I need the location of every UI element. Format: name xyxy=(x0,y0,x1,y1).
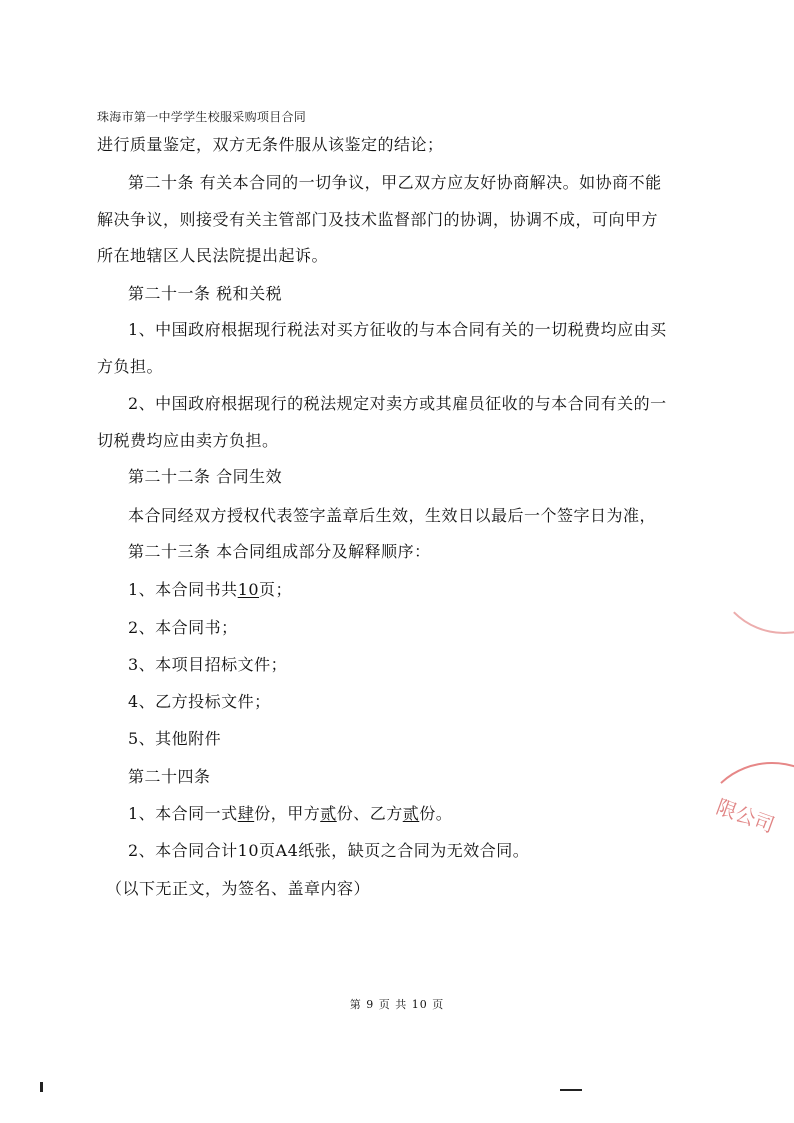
closing-note: （以下无正文，为签名、盖章内容） xyxy=(106,879,371,898)
contract-pages-value: 10 xyxy=(237,580,260,599)
page-number: 第 9 页 共 10 页 xyxy=(349,998,445,1011)
text-line: 方负担。 xyxy=(97,357,164,376)
list-item: 3、本项目招标文件； xyxy=(128,655,288,674)
copies-party-a: 贰 xyxy=(320,804,337,823)
text-line: 解决争议，则接受有关主管部门及技术监督部门的协调，协调不成，可向甲方 xyxy=(97,210,659,229)
text-line: 第二十条 有关本合同的一切争议，甲乙双方应友好协商解决。如协商不能 xyxy=(128,173,662,192)
document-header: 珠海市第一中学学生校服采购项目合同 xyxy=(97,110,307,124)
text-line: 进行质量鉴定，双方无条件服从该鉴定的结论； xyxy=(97,135,444,154)
text-line: 所在地辖区人民法院提出起诉。 xyxy=(97,246,329,265)
scan-mark xyxy=(40,1082,43,1092)
list-item: 2、本合同书； xyxy=(128,618,238,637)
text-line: 2、本合同合计10页A4纸张，缺页之合同为无效合同。 xyxy=(128,841,530,860)
copies-total-unit: 份，甲方 xyxy=(254,804,321,823)
section-heading: 第二十四条 xyxy=(128,767,211,786)
section-heading: 第二十二条 合同生效 xyxy=(128,467,283,486)
copies-party-a-unit: 份、乙方 xyxy=(336,804,403,823)
section-heading: 第二十一条 税和关税 xyxy=(128,284,283,303)
section-heading: 第二十三条 本合同组成部分及解释顺序： xyxy=(128,542,431,561)
list-item: 5、其他附件 xyxy=(128,729,222,748)
copies-line xyxy=(128,804,452,824)
seal-text: 限公司 xyxy=(713,794,778,838)
text-line: 2、中国政府根据现行的税法规定对卖方或其雇员征收的与本合同有关的一 xyxy=(128,394,667,413)
copies-party-b: 贰 xyxy=(402,804,420,823)
text-line: 切税费均应由卖方负担。 xyxy=(97,431,279,450)
text-line: 本合同经双方授权代表签字盖章后生效，生效日以最后一个签字日为准， xyxy=(128,506,657,525)
copies-total: 肆 xyxy=(237,804,255,823)
copies-party-b-unit: 份。 xyxy=(419,804,453,823)
scan-mark xyxy=(560,1089,582,1091)
contract-pages-suffix: 页； xyxy=(259,580,293,599)
contract-pages-line xyxy=(128,580,292,600)
text-line: 1、中国政府根据现行税法对买方征收的与本合同有关的一切税费均应由买 xyxy=(128,320,667,339)
contract-pages-prefix: 1、本合同书共 xyxy=(128,580,238,599)
red-seal-partial-top xyxy=(712,490,794,634)
copies-prefix: 1、本合同一式 xyxy=(128,804,238,823)
list-item: 4、乙方投标文件； xyxy=(128,692,271,711)
